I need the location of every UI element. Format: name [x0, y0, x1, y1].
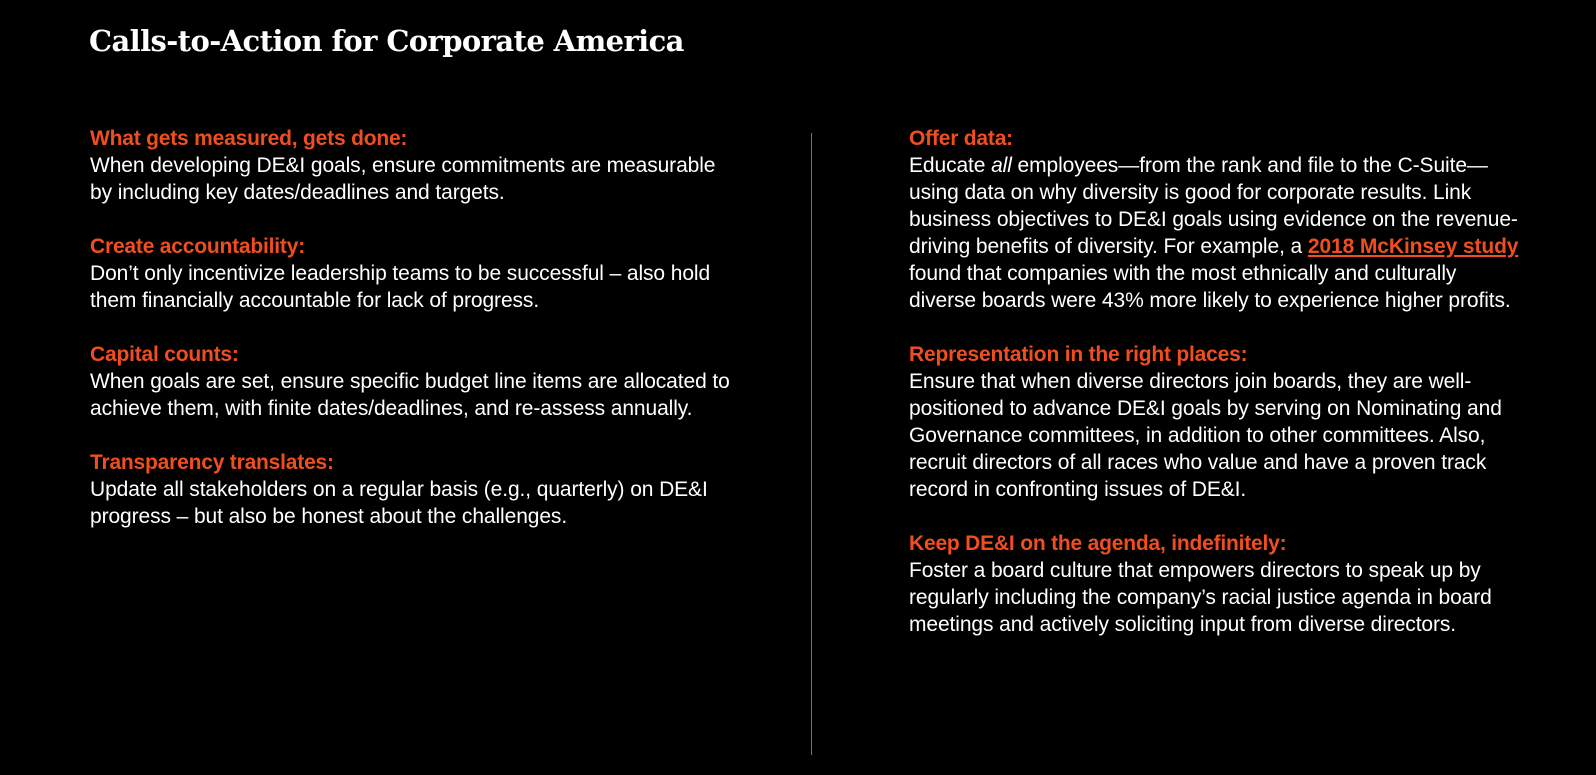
page-title: Calls-to-Action for Corporate America — [89, 24, 684, 58]
section-heading: Capital counts: — [90, 343, 239, 366]
section-offer-data — [909, 125, 1529, 314]
section-body: When developing DE&I goals, ensure commitments are measurable by including key dates/deadlines and targets. — [90, 154, 716, 204]
section-body — [909, 152, 1529, 314]
body-text: found that companies with the most ethnically and culturally diverse boards were 43% more likely to experience higher profits. — [909, 262, 1511, 312]
body-text: Educate — [909, 154, 992, 177]
section-heading: Transparency translates: — [90, 451, 334, 474]
section-heading: Create accountability: — [90, 235, 305, 258]
emphasis-text: all — [991, 154, 1012, 177]
section-accountability — [90, 233, 730, 314]
mckinsey-study-link[interactable]: 2018 McKinsey study — [1307, 235, 1519, 258]
section-body: When goals are set, ensure specific budget line items are allocated to achieve them, with finite dates/deadlines, and re-assess annually. — [90, 370, 730, 420]
section-measured — [90, 125, 730, 206]
right-column — [909, 125, 1529, 665]
section-representation — [909, 341, 1529, 503]
section-heading: Keep DE&I on the agenda, indefinitely: — [909, 532, 1287, 555]
body-text: employees—from the rank and file to the C-Suite—using data on why diversity is good for corporate results. Link business objectives to DE&I goals using evidence on the revenue-driving benefits of diversity. For example, a — [909, 154, 1518, 258]
section-body: Foster a board culture that empowers directors to speak up by regularly including the company’s racial justice agenda in board meetings and actively soliciting input from diverse directors. — [909, 559, 1492, 636]
section-body: Don’t only incentivize leadership teams to be successful – also hold them financially accountable for lack of progress. — [90, 262, 711, 312]
section-transparency — [90, 449, 730, 530]
column-divider — [811, 133, 812, 755]
section-heading: Representation in the right places: — [909, 343, 1248, 366]
section-heading: Offer data: — [909, 127, 1013, 150]
section-body: Update all stakeholders on a regular basis (e.g., quarterly) on DE&I progress – but also be honest about the challenges. — [90, 478, 708, 528]
section-agenda — [909, 530, 1529, 638]
section-heading: What gets measured, gets done: — [90, 127, 408, 150]
section-body: Ensure that when diverse directors join boards, they are well-positioned to advance DE&I goals by serving on Nominating and Governance committees, in addition to other committees. Also, recruit directors of all races who value and have a proven track record in confronting issues of DE&I. — [909, 370, 1502, 501]
left-column — [90, 125, 730, 557]
section-capital — [90, 341, 730, 422]
